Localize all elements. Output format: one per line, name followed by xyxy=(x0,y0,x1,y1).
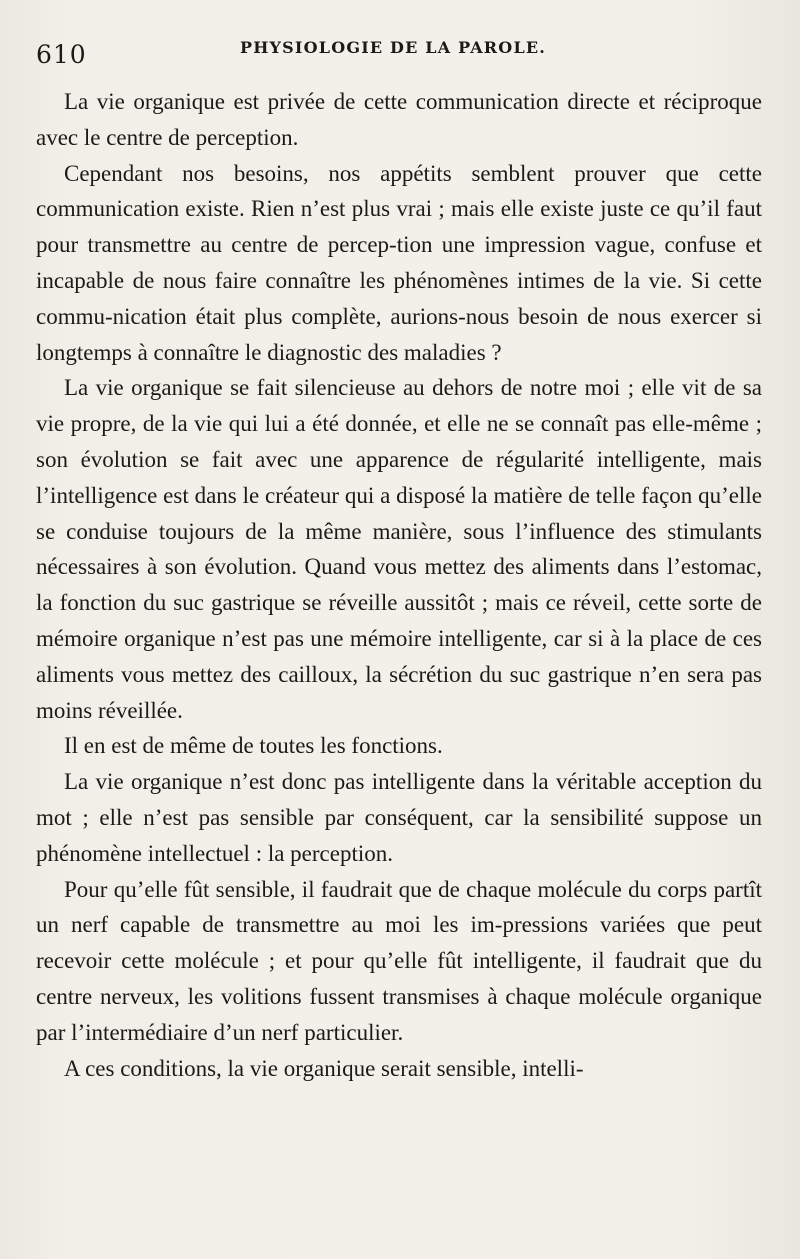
body-text xyxy=(36,84,762,1086)
paragraph-6: Pour qu’elle fût sensible, il faudrait que de chaque molécule du corps partît un nerf capable de transmettre au moi les im-pressions variées que peut recevoir cette molécule ; et pour qu’elle fût intelligente, il faudrait que du centre nerveux, les volitions fussent transmises à chaque molécule organique par l’intermédiaire d’un nerf particulier. xyxy=(36,876,762,1045)
page-number: 610 xyxy=(36,40,87,69)
paragraph-7: A ces conditions, la vie organique serait sensible, intelli- xyxy=(64,1055,584,1081)
paragraph-1: La vie organique est privée de cette communication directe et réciproque avec le centre de perception. xyxy=(36,89,762,150)
paragraph-4: Il en est de même de toutes les fonctions. xyxy=(64,733,443,759)
paragraph-3: La vie organique se fait silencieuse au dehors de notre moi ; elle vit de sa vie propre, de la vie qui lui a été donnée, et elle ne se connaît pas elle-même ; son évolution se fait avec une apparence de régularité intelligente, mais l’intelligence est dans le créateur qui a disposé la matière de telle façon qu’elle se conduise toujours de la même manière, sous l’influence des stimulants nécessaires à son évolution. Quand vous mettez des aliments dans l’estomac, la fonction du suc gastrique se réveille aussitôt ; mais ce réveil, cette sorte de mémoire organique n’est pas une mémoire intelligente, car si à la place de ces aliments vous mettez des cailloux, la sécrétion du suc gastrique n’en sera pas moins réveillée. xyxy=(36,375,762,723)
paragraph-5: La vie organique n’est donc pas intelligente dans la véritable acception du mot ; elle n’est pas sensible par conséquent, car la sensibilité suppose un phénomène intellectuel : la perception. xyxy=(36,769,762,866)
page-header xyxy=(36,30,776,74)
paragraph-2: Cependant nos besoins, nos appétits semblent prouver que cette communication existe. Rien n’est plus vrai ; mais elle existe juste ce qu’il faut pour transmettre au centre de percep-tion une impression vague, confuse et incapable de nous faire connaître les phénomènes intimes de la vie. Si cette commu-nication était plus complète, aurions-nous besoin de nous exercer si longtemps à connaître le diagnostic des maladies ? xyxy=(36,160,762,365)
running-head: PHYSIOLOGIE DE LA PAROLE. xyxy=(240,38,547,57)
